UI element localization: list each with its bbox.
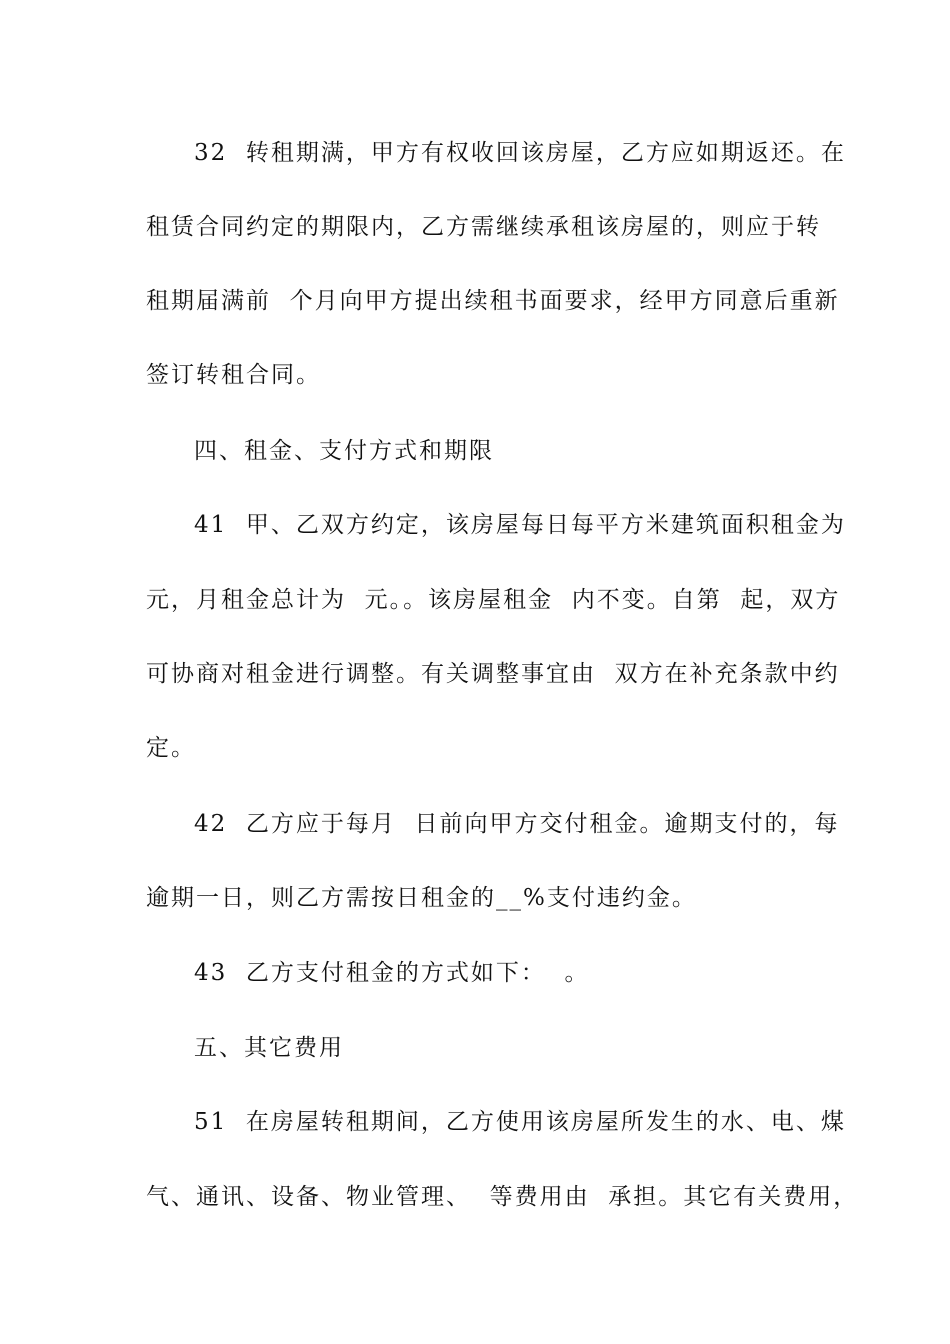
paragraph-4-1-line-1: 41 甲、乙双方约定，该房屋每日每平方米建筑面积租金为 xyxy=(194,512,846,538)
paragraph-3-2-line-2: 租赁合同约定的期限内，乙方需继续承租该房屋的，则应于转 xyxy=(146,214,821,240)
section-5-heading: 五、其它费用 xyxy=(194,1035,344,1061)
paragraph-4-2-line-1: 42 乙方应于每月 日前向甲方交付租金。逾期支付的，每 xyxy=(194,811,840,837)
paragraph-4-1-line-2: 元，月租金总计为 元。。该房屋租金 内不变。自第 起，双方 xyxy=(146,587,841,613)
paragraph-4-2-line-2: 逾期一日，则乙方需按日租金的__%支付违约金。 xyxy=(146,885,697,911)
paragraph-3-2-line-1: 32 转租期满，甲方有权收回该房屋，乙方应如期返还。在 xyxy=(194,140,846,166)
section-4-heading: 四、租金、支付方式和期限 xyxy=(194,438,494,464)
paragraph-3-2-line-3: 租期届满前 个月向甲方提出续租书面要求，经甲方同意后重新 xyxy=(146,288,840,314)
paragraph-5-1-line-1: 51 在房屋转租期间，乙方使用该房屋所发生的水、电、煤 xyxy=(194,1109,846,1135)
paragraph-4-1-line-3: 可协商对租金进行调整。有关调整事宜由 双方在补充条款中约 xyxy=(146,661,840,687)
paragraph-5-1-line-2: 气、通讯、设备、物业管理、 等费用由 承担。其它有关费用， xyxy=(146,1184,859,1210)
paragraph-4-3: 43 乙方支付租金的方式如下： 。 xyxy=(194,960,590,986)
paragraph-4-1-line-4: 定。 xyxy=(146,735,196,761)
paragraph-3-2-line-4: 签订转租合同。 xyxy=(146,362,321,388)
